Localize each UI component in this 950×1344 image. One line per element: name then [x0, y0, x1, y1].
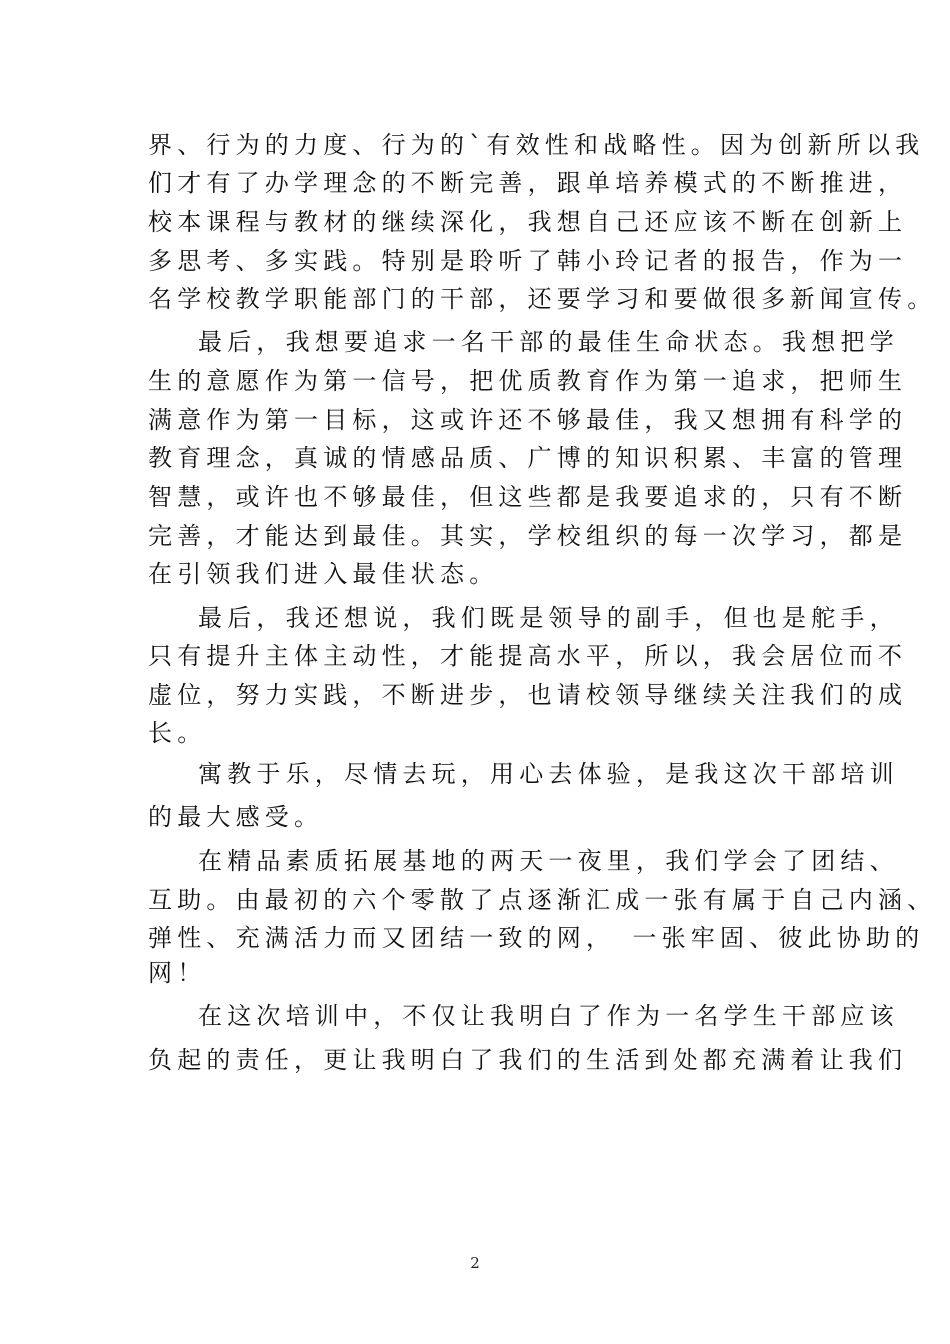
- paragraph-1-line-4: 多思考、多实践。特别是聆听了韩小玲记者的报告，作为一: [148, 247, 908, 275]
- paragraph-2-line-6: 完善，才能达到最佳。其实，学校组织的每一次学习，都是: [148, 522, 908, 550]
- paragraph-3-line-1: 最后，我还想说，我们既是领导的副手，但也是舵手，: [198, 604, 899, 632]
- paragraph-2-line-5: 智慧，或许也不够最佳，但这些都是我要追求的，只有不断: [148, 483, 908, 511]
- paragraph-2-line-2: 生的意愿作为第一信号，把优质教育作为第一追求，把师生: [148, 367, 908, 395]
- paragraph-6-line-2: 负起的责任，更让我明白了我们的生活到处都充满着让我们: [148, 1046, 908, 1074]
- paragraph-3-line-2: 只有提升主体主动性，才能提高水平，所以，我会居位而不: [148, 642, 908, 670]
- paragraph-1-line-1: 界、行为的力度、行为的`有效性和战略性。因为创新所以我: [148, 131, 925, 159]
- paragraph-5-line-2: 互助。由最初的六个零散了点逐渐汇成一张有属于自己内涵、: [148, 886, 937, 914]
- paragraph-2-line-3: 满意作为第一目标，这或许还不够最佳，我又想拥有科学的: [148, 406, 908, 434]
- paragraph-5-line-1: 在精品素质拓展基地的两天一夜里，我们学会了团结、: [198, 847, 899, 875]
- paragraph-2-line-4: 教育理念，真诚的情感品质、广博的知识积累、丰富的管理: [148, 444, 908, 472]
- paragraph-3-line-3: 虚位，努力实践，不断进步，也请校领导继续关注我们的成: [148, 681, 908, 709]
- paragraph-1-line-3: 校本课程与教材的继续深化，我想自己还应该不断在创新上: [148, 208, 908, 236]
- paragraph-1-line-5: 名学校教学职能部门的干部，还要学习和要做很多新闻宣传。: [148, 285, 937, 313]
- paragraph-4-line-2: 的最大感受。: [148, 803, 324, 831]
- paragraph-1-line-2: 们才有了办学理念的不断完善，跟单培养模式的不断推进，: [148, 169, 908, 197]
- paragraph-5-line-3: 弹性、充满活力而又团结一致的网， 一张牢固、彼此协助的: [148, 924, 925, 952]
- paragraph-2-line-1: 最后，我想要追求一名干部的最佳生命状态。我想把学: [198, 328, 899, 356]
- page-number: 2: [470, 1254, 480, 1272]
- paragraph-4-line-1: 寓教于乐，尽情去玩，用心去体验，是我这次干部培训: [198, 760, 899, 788]
- paragraph-6-line-1: 在这次培训中，不仅让我明白了作为一名学生干部应该: [198, 1002, 899, 1030]
- paragraph-5-line-4: 网！: [148, 959, 207, 987]
- paragraph-2-line-7: 在引领我们进入最佳状态。: [148, 560, 499, 588]
- paragraph-3-line-4: 长。: [148, 719, 207, 747]
